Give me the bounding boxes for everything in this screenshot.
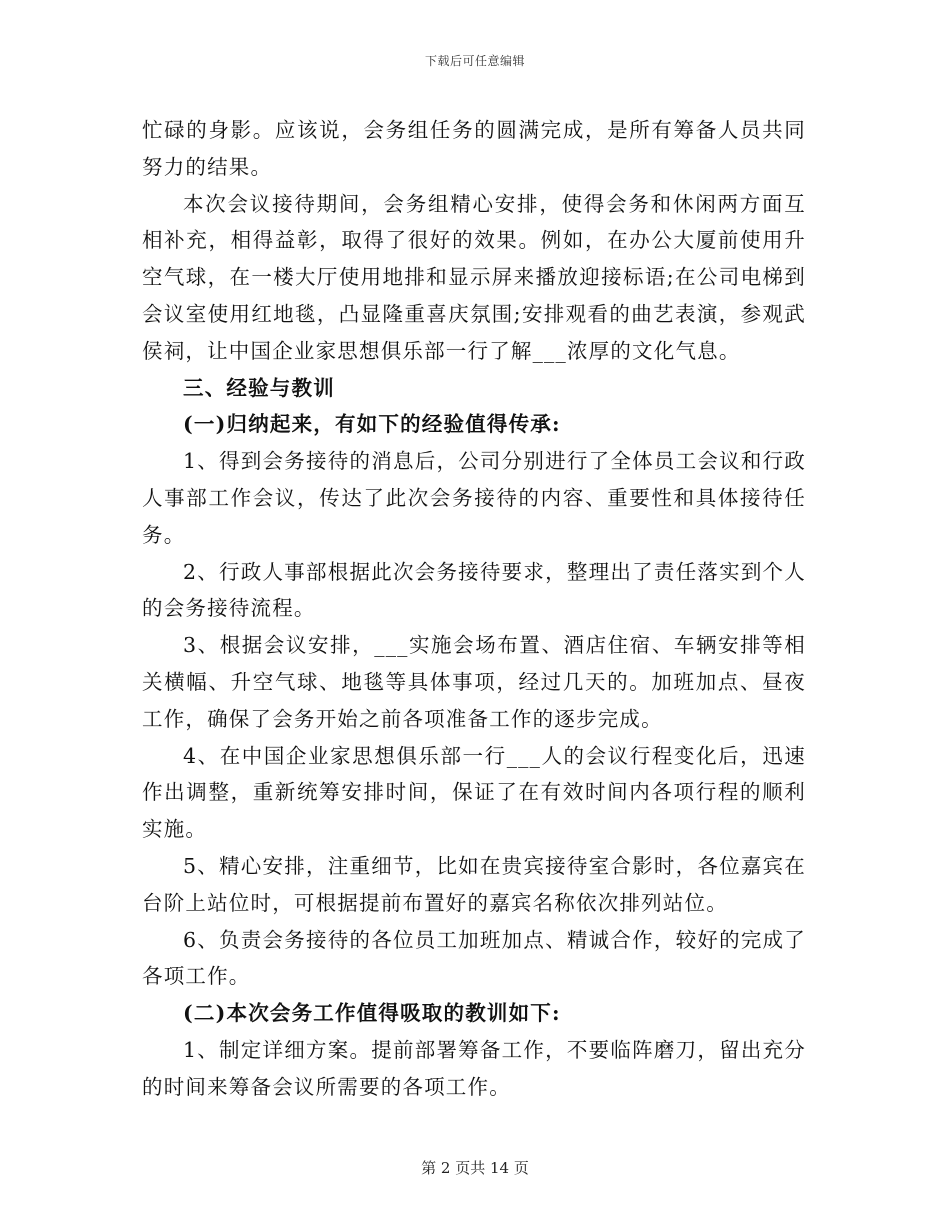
paragraph-continuation: 忙碌的身影。应该说，会务组任务的圆满完成，是所有筹备人员共同努力的结果。	[142, 118, 806, 179]
subheading-experience-summary: (一)归纳起来，有如下的经验值得传承:	[183, 412, 561, 437]
page-footer: 第 2 页共 14 页	[421, 1159, 529, 1177]
lesson-item-1: 1、制定详细方案。提前部署筹备工作，不要临阵磨刀，留出充分的时间来筹备会议所需要的各项工作。	[142, 1037, 806, 1099]
list-item-2: 2、行政人事部根据此次会务接待要求，整理出了责任落实到个人的会务接待流程。	[142, 559, 806, 621]
list-item-6: 6、负责会务接待的各位员工加班加点、精诚合作，较好的完成了各项工作。	[142, 927, 806, 989]
page-header: 下载后可任意编辑	[424, 54, 525, 68]
list-item-5: 5、精心安排，注重细节，比如在贵宾接待室合影时，各位嘉宾在台阶上站位时，可根据提前布置好的嘉宾名称依次排列站位。	[142, 853, 806, 915]
list-item-3: 3、根据会议安排，___实施会场布置、酒店住宿、车辆安排等相关横幅、升空气球、地毯等具体事项，经过几天的。加班加点、昼夜工作，确保了会务开始之前各项准备工作的逐步完成。	[142, 633, 806, 731]
list-item-1: 1、得到会务接待的消息后，公司分别进行了全体员工会议和行政人事部工作会议，传达了此次会务接待的内容、重要性和具体接待任务。	[142, 449, 806, 547]
list-item-4: 4、在中国企业家思想俱乐部一行___人的会议行程变化后，迅速作出调整，重新统筹安排时间，保证了在有效时间内各项行程的顺利实施。	[142, 743, 806, 842]
document-body	[142, 112, 806, 1106]
paragraph-reception: 本次会议接待期间，会务组精心安排，使得会务和休闲两方面互相补充，相得益彰，取得了很好的效果。例如，在办公大厦前使用升空气球，在一楼大厅使用地排和显示屏来播放迎接标语;在公司电梯到会议室使用红地毯，凸显隆重喜庆氛围;安排观看的曲艺表演，参观武侯祠，让中国企业家思想俱乐部一行了解___浓厚的文化气息。	[142, 191, 806, 363]
section-heading-experience: 三、经验与教训	[183, 375, 335, 400]
subheading-lessons: (二)本次会务工作值得吸取的教训如下:	[183, 1001, 561, 1026]
